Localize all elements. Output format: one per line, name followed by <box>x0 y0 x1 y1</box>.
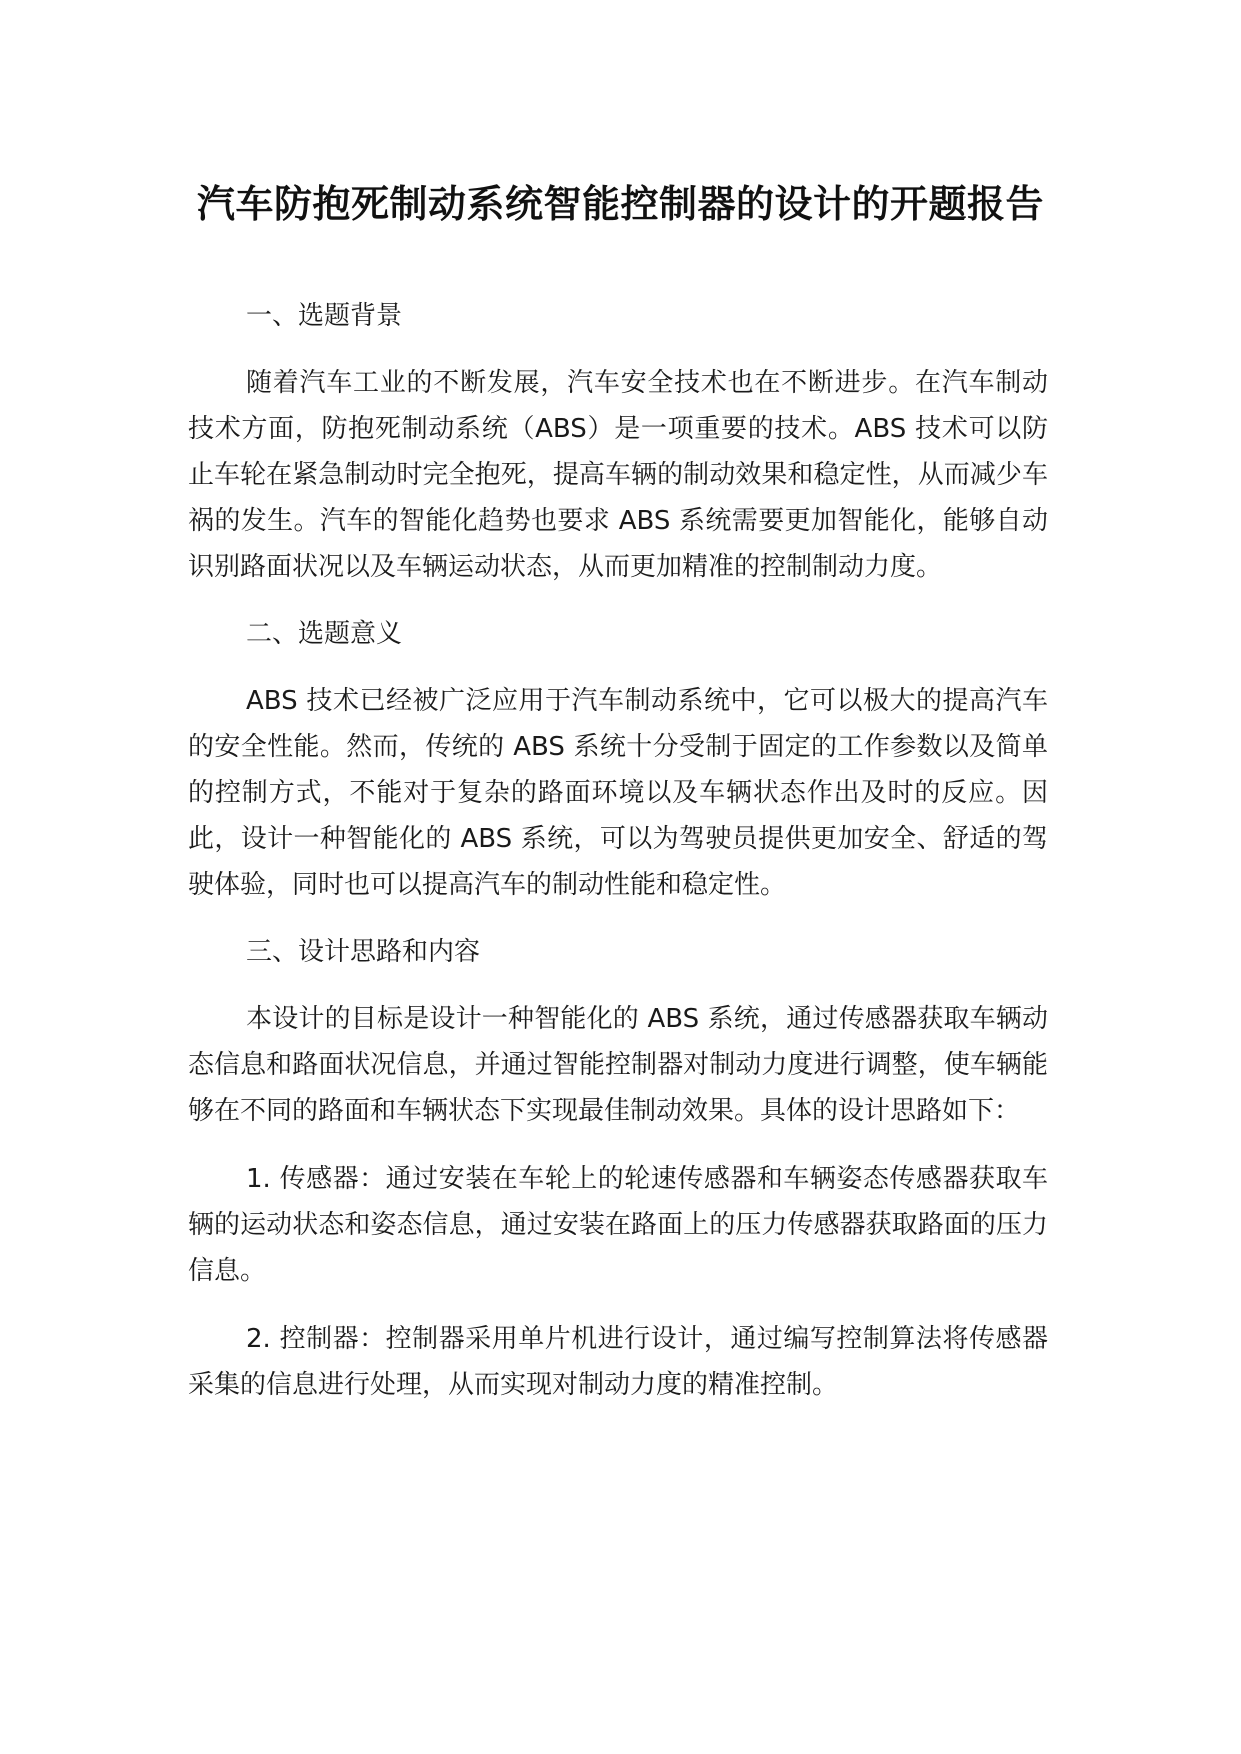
paragraph-significance: ABS 技术已经被广泛应用于汽车制动系统中，它可以极大的提高汽车的安全性能。然而，传统的 ABS 系统十分受制于固定的工作参数以及简单的控制方式，不能对于复杂的路面环境以及车辆状态作出及时的反应。因此，设计一种智能化的 ABS 系统，可以为驾驶员提供更加安全、舒适的驾驶体验，同时也可以提高汽车的制动性能和稳定性。 <box>188 686 1048 900</box>
list-item-controller: 2. 控制器：控制器采用单片机进行设计，通过编写控制算法将传感器采集的信息进行处理，从而实现对制动力度的精准控制。 <box>188 1324 1048 1400</box>
section-heading-design: 三、设计思路和内容 <box>246 937 481 967</box>
document-title: 汽车防抱死制动系统智能控制器的设计的开题报告 <box>196 182 1044 226</box>
paragraph-design-intro: 本设计的目标是设计一种智能化的 ABS 系统，通过传感器获取车辆动态信息和路面状况信息，并通过智能控制器对制动力度进行调整，使车辆能够在不同的路面和车辆状态下实现最佳制动效果。具体的设计思路如下： <box>188 1004 1048 1126</box>
list-item-sensors: 1. 传感器：通过安装在车轮上的轮速传感器和车辆姿态传感器获取车辆的运动状态和姿态信息，通过安装在路面上的压力传感器获取路面的压力信息。 <box>188 1164 1048 1286</box>
section-heading-background: 一、选题背景 <box>246 301 403 331</box>
paragraph-background: 随着汽车工业的不断发展，汽车安全技术也在不断进步。在汽车制动技术方面，防抱死制动系统（ABS）是一项重要的技术。ABS 技术可以防止车轮在紧急制动时完全抱死，提高车辆的制动效果和稳定性，从而减少车祸的发生。汽车的智能化趋势也要求 ABS 系统需要更加智能化，能够自动识别路面状况以及车辆运动状态，从而更加精准的控制制动力度。 <box>188 368 1048 582</box>
document-body <box>188 294 1048 1430</box>
section-heading-significance: 二、选题意义 <box>246 619 403 649</box>
